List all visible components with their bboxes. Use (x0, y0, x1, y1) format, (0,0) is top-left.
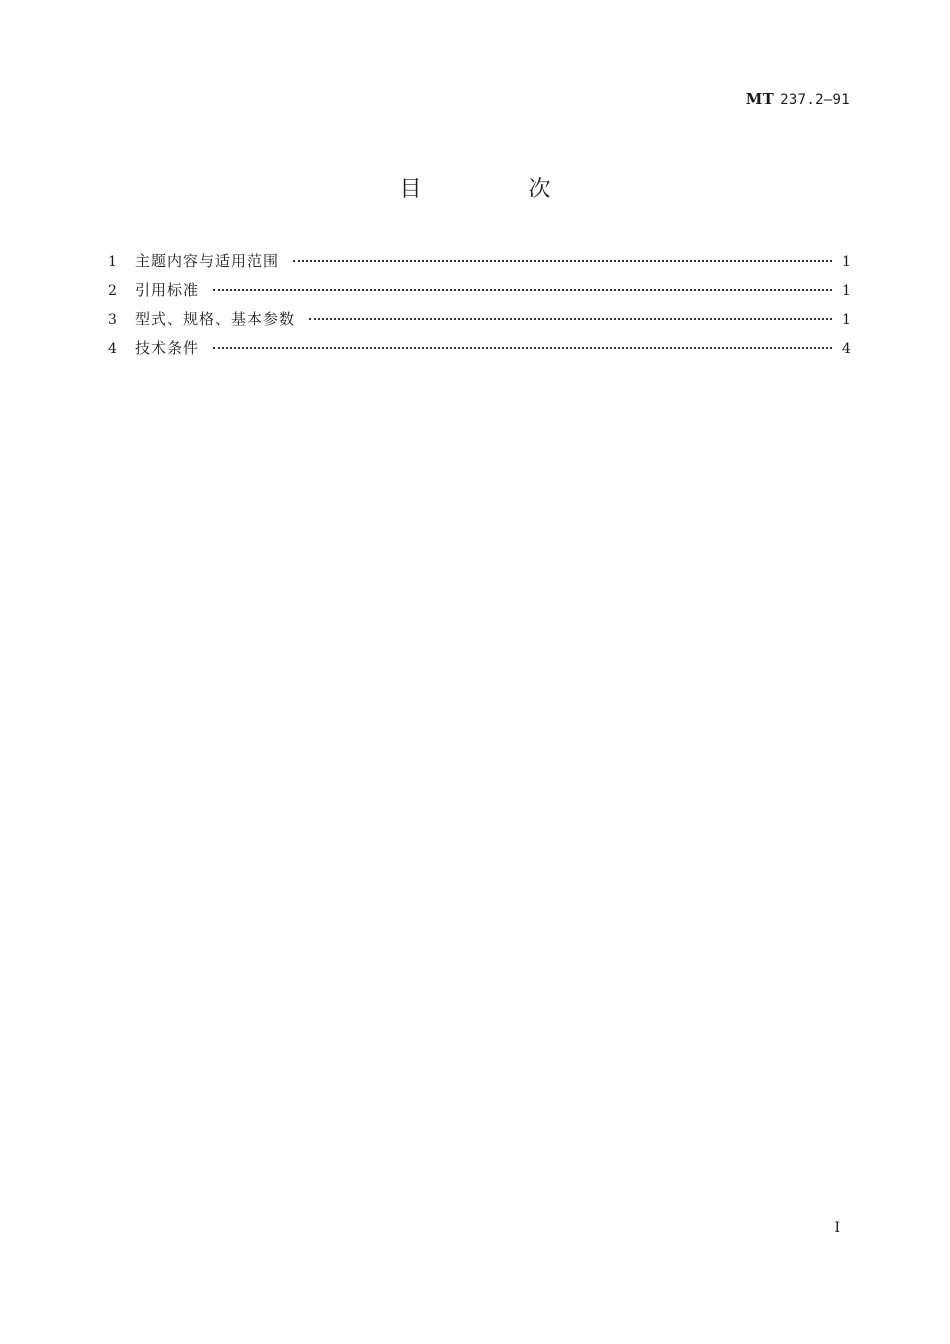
toc-entry-number: 3 (108, 312, 117, 328)
toc-entry-1[interactable] (108, 250, 850, 279)
dot-leader (213, 347, 832, 349)
toc-entry-number: 2 (108, 283, 117, 299)
toc-entry-3[interactable] (108, 308, 850, 337)
standard-number: 237.2—91 (780, 92, 850, 108)
toc-entry-label: 引用标准 (135, 281, 200, 299)
toc-entry-2[interactable] (108, 279, 850, 308)
standard-prefix: MT (745, 90, 775, 108)
standard-code (746, 90, 850, 108)
toc-entry-page: 1 (842, 312, 851, 328)
dot-leader (213, 289, 832, 291)
toc-entry-label: 主题内容与适用范围 (135, 252, 280, 270)
toc-entry-number: 1 (108, 254, 117, 270)
toc-entry-4[interactable] (108, 337, 850, 366)
toc-entry-label: 技术条件 (135, 339, 200, 357)
toc-entry-page: 1 (842, 254, 851, 270)
toc-entry-page: 1 (842, 283, 851, 299)
footer-page-number: I (834, 1220, 840, 1236)
dot-leader (309, 318, 832, 320)
toc-entry-number: 4 (108, 341, 117, 357)
toc-entry-page: 4 (842, 341, 851, 357)
table-of-contents (108, 250, 850, 366)
toc-entry-label: 型式、规格、基本参数 (135, 310, 296, 328)
page-title: 目 次 (399, 177, 601, 202)
dot-leader (293, 260, 832, 262)
